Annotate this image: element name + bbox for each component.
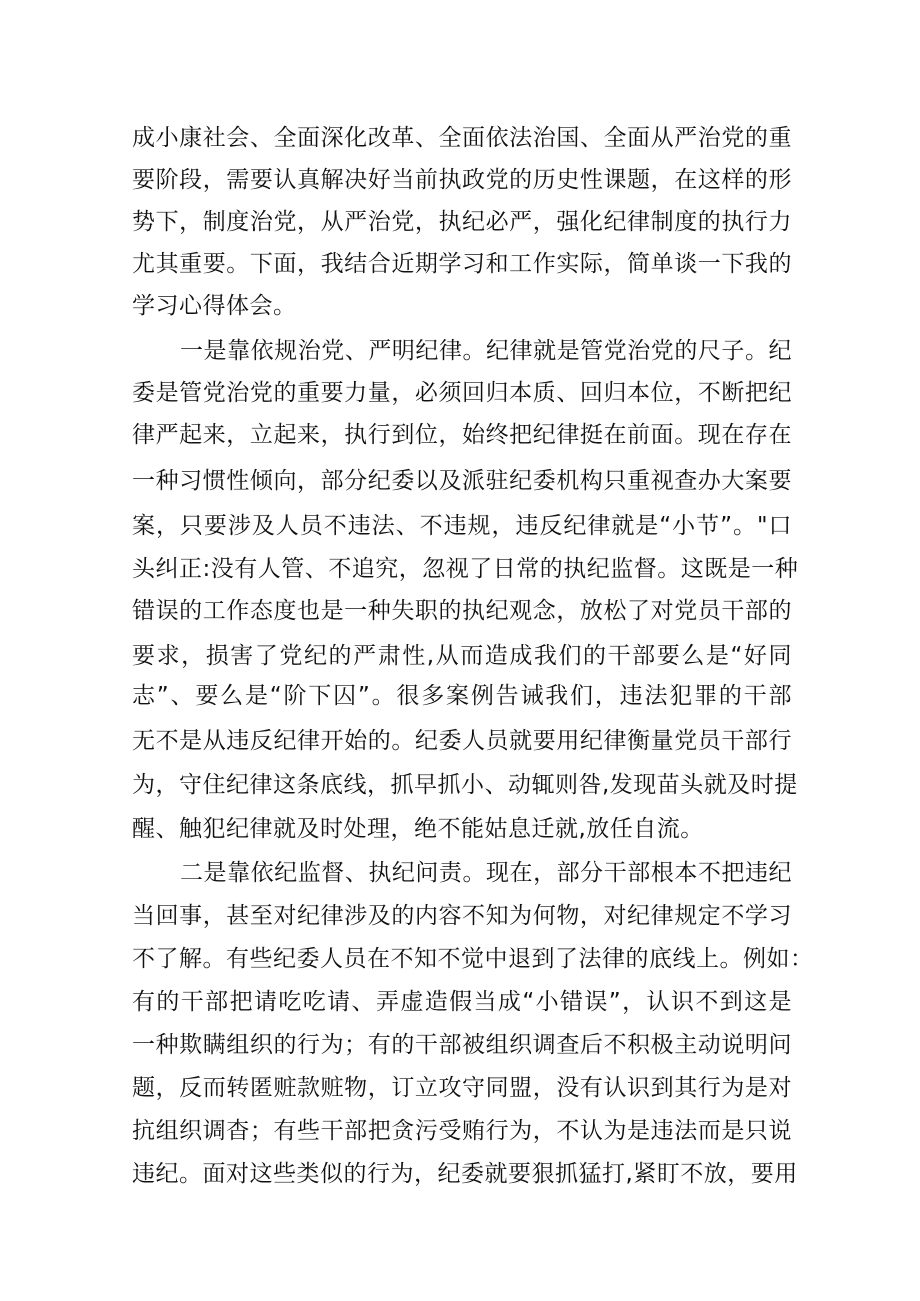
text-line: 错误的工作态度也是一种失职的执纪观念，放松了对党员干部的	[132, 598, 792, 624]
text-line: 一种欺瞒组织的行为；有的干部被组织调查后不积极主动说明问	[132, 1032, 792, 1058]
text-line: 为，守住纪律这条底线，抓早抓小、动辄则咎,发现苗头就及时提	[132, 772, 798, 798]
text-line: 一种习惯性倾向，部分纪委以及派驻纪委机构只重视查办大案要	[132, 468, 792, 494]
text-line: 当回事，甚至对纪律涉及的内容不知为何物，对纪律规定不学习	[132, 903, 792, 929]
text-line: 要阶段，需要认真解决好当前执政党的历史性课题，在这样的形	[132, 167, 792, 193]
text-line: 律严起来，立起来，执行到位，始终把纪律挺在前面。现在存在	[132, 422, 792, 448]
text-line: 尤其重要。下面，我结合近期学习和工作实际，简单谈一下我的	[132, 251, 792, 277]
text-line: 抗组织调杳；有些干部把贪污受贿行为，不认为是违法而是只说	[132, 1118, 792, 1144]
text-line: 志”、要么是“阶下囚”。很多案例告诫我们，违法犯罪的干部	[132, 683, 792, 709]
paragraph-heading-line: 一是靠依规治党、严明纪律。纪律就是管党治党的尺子。纪	[180, 338, 792, 364]
text-line: 有的干部把请吃吃请、弄虚造假当成“小错误”，认识不到这是	[132, 989, 792, 1015]
text-line: 不了解。有些纪委人员在不知不觉中退到了法律的底线上。例如：	[132, 946, 814, 972]
text-line: 题，反而转匿赃款赃物，订立攻守同盟，没有认识到其行为是对	[132, 1075, 792, 1101]
paragraph-heading-line: 二是靠依纪监督、执纪问责。现在，部分干部根本不把违纪	[180, 860, 792, 886]
text-line: 学习心得体会。	[132, 293, 297, 319]
text-line: 违纪。面对这些类似的行为，纪委就要狠抓猛打,紧盯不放，要用	[132, 1161, 798, 1187]
text-line: 委是管党治党的重要力量，必须回归本质、回归本位，不断把纪	[132, 380, 792, 406]
text-line: 成小康社会、全面深化改革、全面依法治国、全面从严治党的重	[132, 125, 792, 151]
text-line: 势下，制度治党，从严治党，执纪必严，强化纪律制度的执行力	[132, 209, 792, 235]
text-line: 头纠正:没有人管、不追究，忽视了日常的执纪监督。这既是一种	[132, 556, 799, 582]
text-line: 醒、触犯纪律就及时处理，绝不能姑息迁就,放任自流。	[132, 816, 704, 842]
text-line: 要求，损害了党纪的严肃性,从而造成我们的干部要么是“好同	[132, 643, 792, 669]
text-line: 案，只要涉及人员不违法、不违规，违反纪律就是“小节”。"口	[132, 513, 792, 539]
text-line: 无不是从违反纪律开始的。纪委人员就要用纪律衡量党员干部行	[132, 728, 792, 754]
